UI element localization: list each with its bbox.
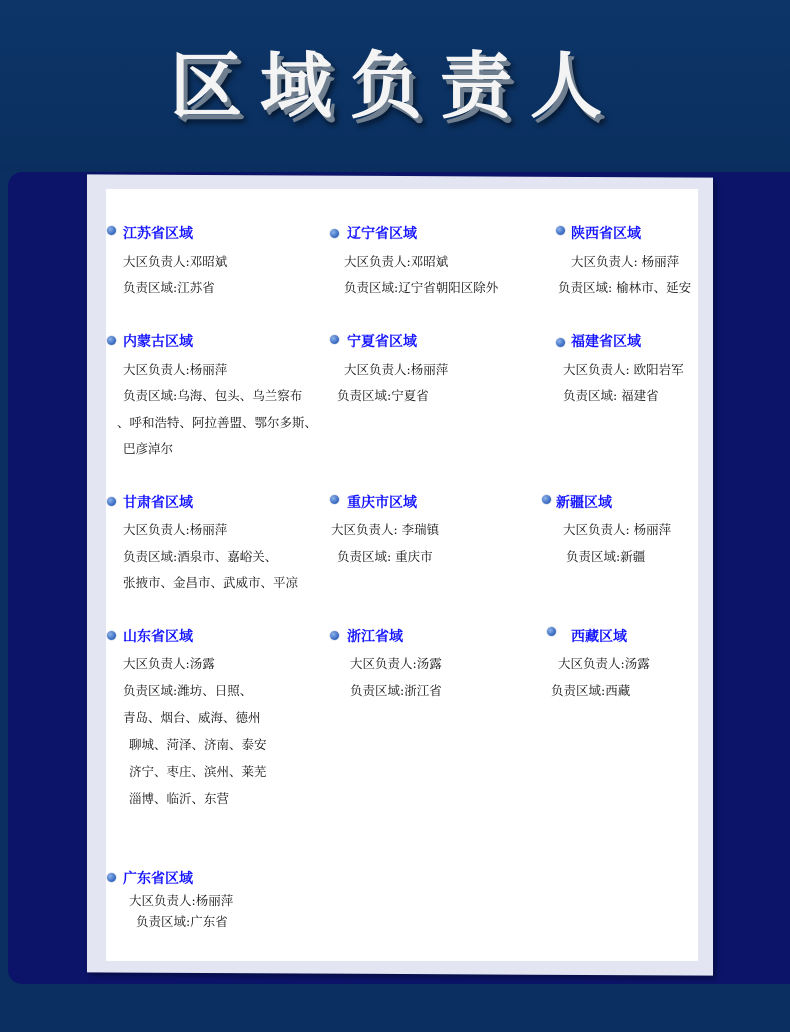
region-manager: 大区负责人:杨丽萍	[123, 522, 228, 537]
bullet-icon	[547, 627, 556, 636]
region-area: 负责区域:西藏	[551, 683, 631, 698]
region-area-cont: 张掖市、金昌市、武威市、平凉	[123, 575, 299, 590]
region-manager: 大区负责人:杨丽萍	[123, 362, 228, 377]
region-manager: 大区负责人:邓昭斌	[123, 254, 228, 269]
region-manager: 大区负责人:杨丽萍	[129, 893, 234, 908]
bullet-icon	[330, 631, 339, 640]
region-area: 负责区域:江苏省	[123, 280, 215, 295]
region-title: 广东省区域	[123, 871, 193, 887]
region-manager: 大区负责人: 欧阳岩军	[563, 362, 684, 377]
region-area: 负责区域: 榆林市、延安	[558, 280, 692, 295]
region-area: 负责区域:乌海、包头、乌兰察布	[123, 388, 303, 403]
region-area: 负责区域:酒泉市、嘉峪关、	[123, 549, 278, 564]
bullet-icon	[107, 873, 116, 882]
region-area: 负责区域:宁夏省	[337, 388, 429, 403]
bullet-icon	[107, 631, 116, 640]
region-title: 宁夏省区域	[347, 334, 417, 350]
region-title: 江苏省区域	[123, 226, 193, 242]
bullet-icon	[107, 336, 116, 345]
region-area-cont: 青岛、烟台、威海、德州	[123, 710, 261, 725]
footer-strip	[0, 984, 790, 1032]
region-title: 新疆区域	[556, 495, 612, 511]
region-title: 陕西省区域	[571, 226, 641, 242]
region-title: 辽宁省区域	[347, 226, 417, 242]
bullet-icon	[107, 497, 116, 506]
region-manager: 大区负责人:汤露	[558, 656, 650, 671]
region-area: 负责区域:潍坊、日照、	[123, 683, 253, 698]
region-manager: 大区负责人:汤露	[350, 656, 442, 671]
region-title: 西藏区域	[571, 629, 627, 645]
region-manager: 大区负责人: 杨丽萍	[563, 522, 672, 537]
region-area: 负责区域:新疆	[566, 549, 646, 564]
region-manager: 大区负责人: 李瑞镇	[331, 522, 440, 537]
region-area-cont: 、呼和浩特、阿拉善盟、鄂尔多斯、	[117, 415, 318, 430]
region-manager: 大区负责人: 杨丽萍	[571, 254, 680, 269]
page-header	[0, 0, 790, 172]
region-title: 重庆市区域	[347, 495, 417, 511]
bullet-icon	[542, 495, 551, 504]
region-area: 负责区域: 福建省	[563, 388, 659, 403]
region-manager: 大区负责人:杨丽萍	[344, 362, 449, 377]
bullet-icon	[556, 226, 565, 235]
region-area-cont: 巴彦淖尔	[123, 441, 174, 456]
bullet-icon	[330, 229, 339, 238]
bullet-icon	[330, 335, 339, 344]
bullet-icon	[330, 495, 339, 504]
region-area-cont: 济宁、枣庄、滨州、莱芜	[129, 764, 267, 779]
region-manager: 大区负责人:汤露	[123, 656, 215, 671]
region-area: 负责区域: 重庆市	[337, 549, 433, 564]
region-area-cont: 淄博、临沂、东营	[129, 791, 230, 806]
region-area: 负责区域:浙江省	[350, 683, 442, 698]
region-title: 内蒙古区域	[123, 334, 193, 350]
region-title: 浙江省域	[347, 629, 403, 645]
region-area: 负责区域:广东省	[136, 914, 228, 929]
region-title: 福建省区域	[571, 334, 641, 350]
bullet-icon	[556, 338, 565, 347]
bullet-icon	[107, 226, 116, 235]
region-area: 负责区域:辽宁省朝阳区除外	[344, 280, 499, 295]
region-manager: 大区负责人:邓昭斌	[344, 254, 449, 269]
page-title: 区域负责人	[169, 44, 620, 128]
region-title: 山东省区域	[123, 629, 193, 645]
region-title: 甘肃省区域	[123, 495, 193, 511]
region-area-cont: 聊城、菏泽、济南、泰安	[129, 737, 267, 752]
